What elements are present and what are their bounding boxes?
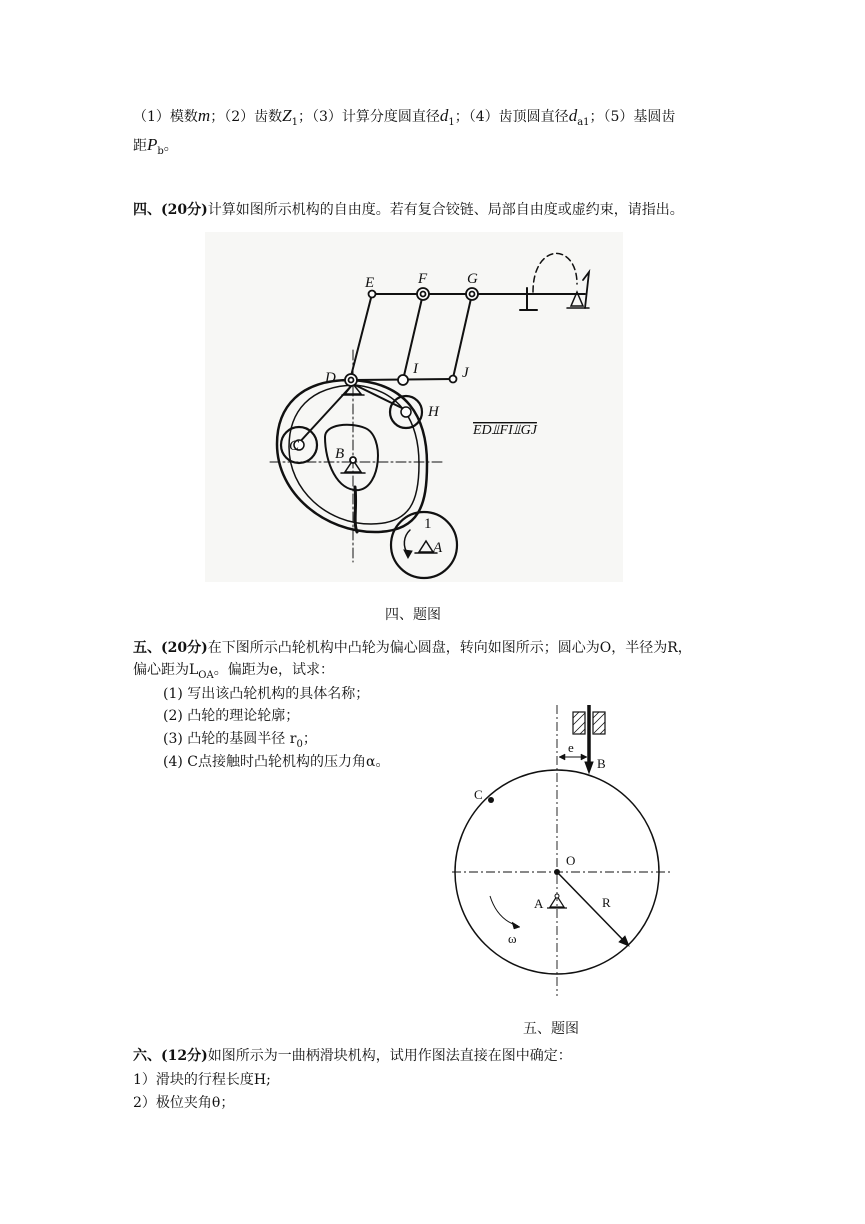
symbol-da-sub: a1 [577,116,590,128]
symbol-z: Z [282,106,292,125]
joint-I [398,375,408,385]
figure-background [205,232,623,582]
symbol-m: m [197,106,211,125]
label-C-q5: C [474,787,483,802]
q3-text-1: （1）模数 [133,109,198,125]
label-O: O [566,853,576,868]
joint-G-pin [470,292,475,297]
q5-heading: 五、(20分) [133,640,208,656]
label-A-q5: A [534,896,544,911]
q5-item-3 [163,729,317,755]
q3-text-3: ；（3）计算分度圆直径 [297,109,440,125]
q5-text-2: 偏心距为L [133,662,199,678]
label-B-q5: B [597,756,606,771]
q6-item-1: 1）滑块的行程长度H; [133,1072,271,1088]
label-1: 1 [424,516,432,532]
joint-D-pin [349,378,354,383]
q3-text-4: ；（4）齿顶圆直径 [454,109,569,125]
q3-text-7: 。 [163,138,178,154]
q4-statement [133,200,684,220]
follower-tip [585,762,593,773]
label-e: e [568,740,574,755]
q5-line1 [133,638,692,658]
q5-text-3: 。偏距为e，试求： [213,662,335,678]
point-C [488,797,494,803]
label-C: C [289,438,300,454]
label-D: D [325,370,336,386]
omega-curve [490,896,518,926]
symbol-pb-sub: b [157,145,164,157]
q4-caption: 四、题图 [385,607,441,623]
label-A: A [433,540,443,556]
label-E: E [365,275,375,291]
center-O [554,869,560,875]
q4-text: 计算如图所示机构的自由度。若有复合铰链、局部自由度或虚约束，请指出。 [207,202,684,218]
label-R: R [602,895,611,910]
q5-item-1: (1) 写出该凸轮机构的具体名称； [163,686,370,702]
pin-H [401,407,411,417]
parallel-note: ED⫫FI⫫GJ [473,423,537,438]
label-omega: ω [508,931,517,946]
e-arrow-right [581,754,587,760]
q5-item-2: (2) 凸轮的理论轮廓； [163,708,300,724]
q4-mechanism-figure [205,232,623,582]
q5-text-1: 在下图所示凸轮机构中凸轮为偏心圆盘，转向如图所示；圆心为O，半径为R， [207,640,692,656]
label-F: F [418,271,428,287]
q6-statement [133,1046,572,1066]
q6-item-2: 2）极位夹角θ； [133,1095,235,1111]
joint-E [369,291,376,298]
joint-F-pin [421,292,426,297]
q6-heading: 六、(12分) [133,1048,208,1064]
q3-text-2: ；（2）齿数 [210,109,283,125]
label-H: H [428,404,439,420]
q4-heading: 四、(20分) [133,202,208,218]
q5-r0-sub: 0 [296,738,303,750]
joint-J [450,376,457,383]
q6-text: 如图所示为一曲柄滑块机构，试用作图法直接在图中确定： [207,1048,572,1064]
omega-arrow [512,922,520,929]
label-J: J [462,365,469,381]
symbol-d: d [439,106,449,125]
q5-caption: 五、题图 [523,1021,579,1037]
point-A [555,894,559,898]
joint-B [350,457,356,463]
symbol-d-sub: 1 [448,116,455,128]
q5-line2 [133,660,334,686]
q5-item-3-tail: ； [302,731,317,747]
cam-spoke [355,487,357,532]
q5-item-4: (4) C点接触时凸轮机构的压力角α。 [163,754,390,770]
q5-sub-oa: OA [198,669,214,681]
radius-line [557,872,626,943]
q5-cam-figure [440,700,680,1000]
label-I: I [413,361,418,377]
q5-item-3-text: (3) 凸轮的基圆半径 r [163,731,297,747]
q3-text-5: ；（5）基圆齿 [589,109,676,125]
label-B: B [335,446,345,462]
label-G: G [467,271,478,287]
q3-text-6: 距 [133,138,147,154]
symbol-z-sub: 1 [291,116,298,128]
symbol-pb: P [147,135,158,154]
q3-line2 [133,135,178,162]
symbol-da: d [568,106,578,125]
q3-line1 [133,106,675,133]
e-arrow-left [559,754,565,760]
